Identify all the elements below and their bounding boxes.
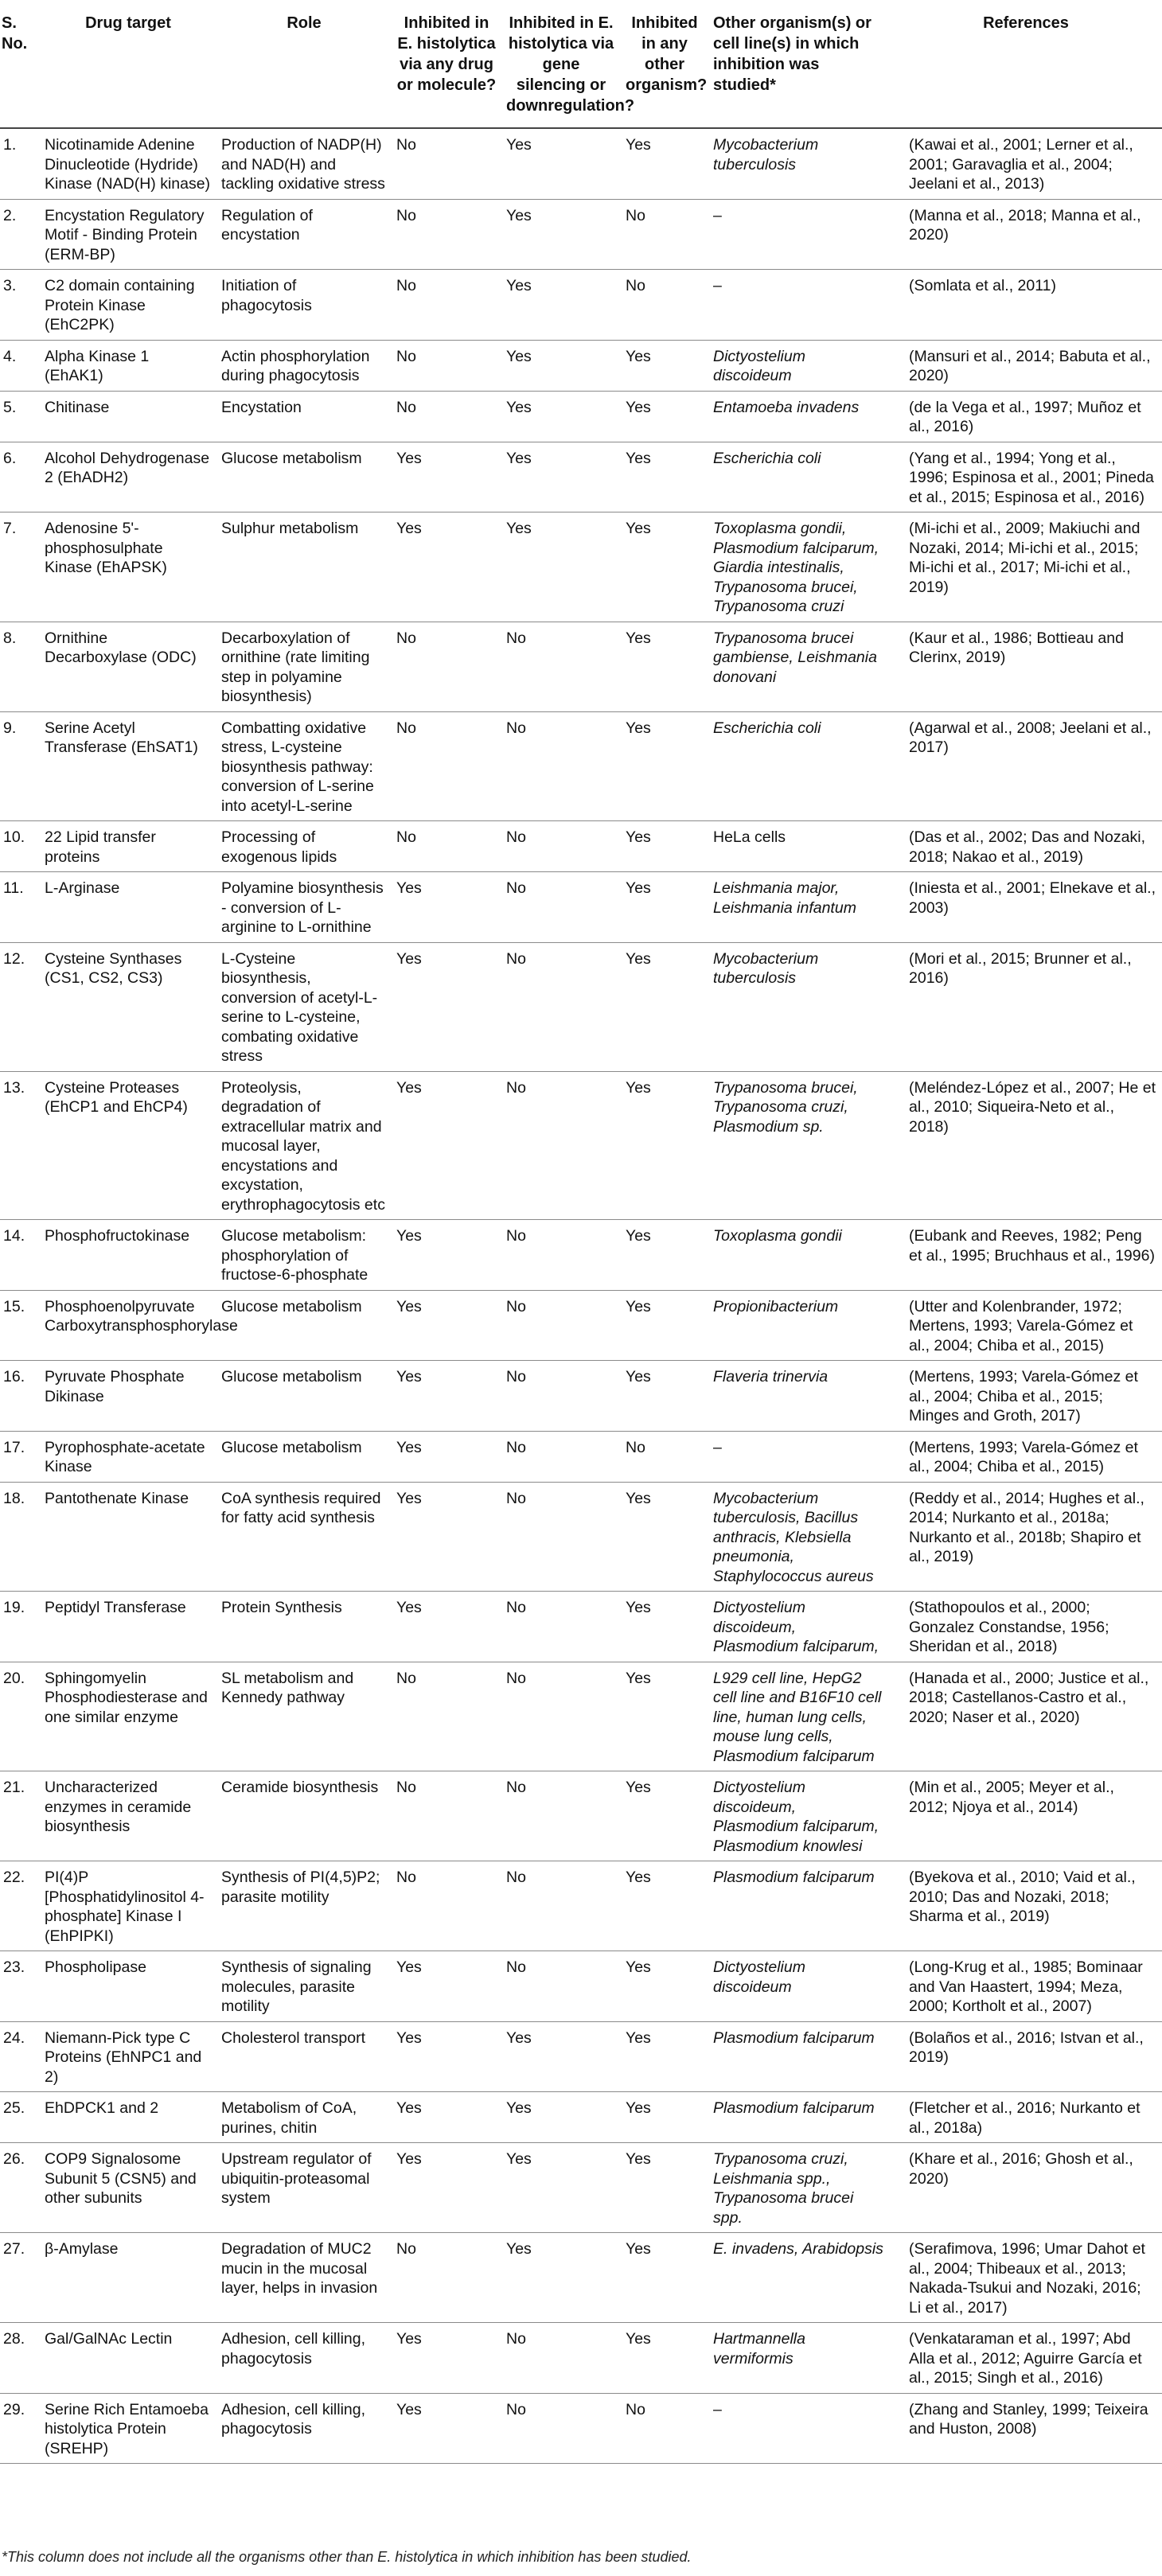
references-cell: (Kawai et al., 2001; Lerner et al., 2001; Garavaglia et al., 2004; Jeelani et al., 2013) — [890, 128, 1162, 199]
row-number-cell: 25. — [0, 2092, 40, 2143]
role-cell: Production of NADP(H) and NAD(H) and tackling oxidative stress — [216, 128, 392, 199]
other-organisms-cell: Mycobacterium tuberculosis, Bacillus anthracis, Klebsiella pneumonia, Staphylococcus aureus — [708, 1482, 890, 1592]
drug-target-cell: Uncharacterized enzymes in ceramide biosynthesis — [40, 1771, 216, 1861]
inhibited-drug-cell: No — [392, 128, 501, 199]
drug-target-cell: Cysteine Synthases (CS1, CS2, CS3) — [40, 942, 216, 1071]
inhibited-gene-cell: Yes — [501, 2143, 621, 2233]
row-number-cell: 9. — [0, 711, 40, 821]
inhibited-drug-cell: Yes — [392, 442, 501, 512]
row-number-cell: 23. — [0, 1951, 40, 2022]
role-cell: Decarboxylation of ornithine (rate limiting step in polyamine biosynthesis) — [216, 622, 392, 711]
other-organisms-cell: Flaveria trinervia — [708, 1361, 890, 1432]
row-number-cell: 27. — [0, 2233, 40, 2323]
inhibited-other-cell: No — [621, 199, 708, 270]
other-organisms-cell: – — [708, 1431, 890, 1482]
inhibited-gene-cell: No — [501, 1290, 621, 1361]
table-row — [0, 2233, 1162, 2323]
other-organisms-cell: HeLa cells — [708, 821, 890, 872]
drug-target-cell: Alcohol Dehydrogenase 2 (EhADH2) — [40, 442, 216, 512]
table-footnote: *This column does not include all the organisms other than E. histolytica in which inhibition has been studied. — [2, 2549, 692, 2565]
inhibited-gene-cell: Yes — [501, 199, 621, 270]
inhibited-drug-cell: Yes — [392, 942, 501, 1071]
table-row — [0, 1662, 1162, 1771]
inhibited-drug-cell: No — [392, 821, 501, 872]
col-inhibited-gene-header: Inhibited in E. histolytica via gene silencing or downregulation? — [501, 5, 621, 128]
inhibited-drug-cell: Yes — [392, 872, 501, 943]
inhibited-gene-cell: No — [501, 2393, 621, 2464]
row-number-cell: 6. — [0, 442, 40, 512]
references-cell: (Manna et al., 2018; Manna et al., 2020) — [890, 199, 1162, 270]
role-cell: L-Cysteine biosynthesis, conversion of acetyl-L-serine to L-cysteine, combating oxidative stress — [216, 942, 392, 1071]
col-drug-target-header: Drug target — [40, 5, 216, 128]
inhibited-gene-cell: No — [501, 1482, 621, 1592]
role-cell: Glucose metabolism: phosphorylation of fructose-6-phosphate — [216, 1220, 392, 1291]
drug-target-cell: Peptidyl Transferase — [40, 1592, 216, 1662]
table-row — [0, 1771, 1162, 1861]
table-row — [0, 2143, 1162, 2233]
inhibited-drug-cell: Yes — [392, 512, 501, 622]
inhibited-gene-cell: Yes — [501, 512, 621, 622]
inhibited-drug-cell: Yes — [392, 2393, 501, 2464]
inhibited-gene-cell: Yes — [501, 270, 621, 341]
other-organisms-cell: – — [708, 199, 890, 270]
row-number-cell: 16. — [0, 1361, 40, 1432]
role-cell: Proteolysis, degradation of extracellular matrix and mucosal layer, encystations and excystation, erythrophagocytosis etc — [216, 1071, 392, 1220]
table-row — [0, 872, 1162, 943]
row-number-cell: 29. — [0, 2393, 40, 2464]
other-organisms-cell: E. invadens, Arabidopsis — [708, 2233, 890, 2323]
inhibited-gene-cell: No — [501, 1071, 621, 1220]
other-organisms-cell: Trypanosoma cruzi, Leishmania spp., Trypanosoma brucei spp. — [708, 2143, 890, 2233]
other-organisms-cell: Dictyostelium discoideum, Plasmodium falciparum, — [708, 1592, 890, 1662]
row-number-cell: 8. — [0, 622, 40, 711]
inhibited-other-cell: Yes — [621, 1290, 708, 1361]
references-cell: (Bolaños et al., 2016; Istvan et al., 2019) — [890, 2021, 1162, 2092]
references-cell: (Min et al., 2005; Meyer et al., 2012; Njoya et al., 2014) — [890, 1771, 1162, 1861]
references-cell: (Somlata et al., 2011) — [890, 270, 1162, 341]
inhibited-gene-cell: No — [501, 1592, 621, 1662]
inhibited-gene-cell: No — [501, 1861, 621, 1951]
table-row — [0, 821, 1162, 872]
references-cell: (Kaur et al., 1986; Bottieau and Clerinx, 2019) — [890, 622, 1162, 711]
inhibited-gene-cell: No — [501, 1951, 621, 2022]
other-organisms-cell: Dictyostelium discoideum — [708, 340, 890, 391]
inhibited-drug-cell: Yes — [392, 2323, 501, 2394]
table-row — [0, 442, 1162, 512]
inhibited-gene-cell: No — [501, 1771, 621, 1861]
inhibited-drug-cell: Yes — [392, 1482, 501, 1592]
inhibited-other-cell: Yes — [621, 622, 708, 711]
inhibited-drug-cell: Yes — [392, 1220, 501, 1291]
inhibited-other-cell: Yes — [621, 391, 708, 442]
inhibited-gene-cell: Yes — [501, 128, 621, 199]
table-row — [0, 1361, 1162, 1432]
role-cell: Encystation — [216, 391, 392, 442]
other-organisms-cell: L929 cell line, HepG2 cell line and B16F10 cell line, human lung cells, mouse lung cells, Plasmodium falciparum — [708, 1662, 890, 1771]
references-cell: (Khare et al., 2016; Ghosh et al., 2020) — [890, 2143, 1162, 2233]
inhibited-other-cell: No — [621, 270, 708, 341]
inhibited-other-cell: Yes — [621, 1361, 708, 1432]
references-cell: (Mertens, 1993; Varela-Gómez et al., 2004; Chiba et al., 2015; Minges and Groth, 2017) — [890, 1361, 1162, 1432]
drug-target-cell: L-Arginase — [40, 872, 216, 943]
inhibited-drug-cell: No — [392, 340, 501, 391]
other-organisms-cell: Plasmodium falciparum — [708, 1861, 890, 1951]
row-number-cell: 5. — [0, 391, 40, 442]
other-organisms-cell: Toxoplasma gondii — [708, 1220, 890, 1291]
drug-target-cell: PI(4)P [Phosphatidylinositol 4-phosphate] Kinase I (EhPIPKI) — [40, 1861, 216, 1951]
drug-target-cell: Gal/GalNAc Lectin — [40, 2323, 216, 2394]
other-organisms-cell: Mycobacterium tuberculosis — [708, 942, 890, 1071]
inhibited-gene-cell: Yes — [501, 2092, 621, 2143]
table-row — [0, 1431, 1162, 1482]
references-cell: (Mertens, 1993; Varela-Gómez et al., 2004; Chiba et al., 2015) — [890, 1431, 1162, 1482]
table-row — [0, 1290, 1162, 1361]
other-organisms-cell: Mycobacterium tuberculosis — [708, 128, 890, 199]
col-role-header: Role — [216, 5, 392, 128]
row-number-cell: 10. — [0, 821, 40, 872]
row-number-cell: 20. — [0, 1662, 40, 1771]
inhibited-other-cell: Yes — [621, 1771, 708, 1861]
inhibited-gene-cell: Yes — [501, 442, 621, 512]
other-organisms-cell: Dictyostelium discoideum, Plasmodium falciparum, Plasmodium knowlesi — [708, 1771, 890, 1861]
role-cell: Regulation of encystation — [216, 199, 392, 270]
drug-target-cell: Pyruvate Phosphate Dikinase — [40, 1361, 216, 1432]
role-cell: Sulphur metabolism — [216, 512, 392, 622]
inhibited-other-cell: Yes — [621, 442, 708, 512]
row-number-cell: 14. — [0, 1220, 40, 1291]
references-cell: (Reddy et al., 2014; Hughes et al., 2014; Nurkanto et al., 2018a; Nurkanto et al., 2018b; Shapiro et al., 2019) — [890, 1482, 1162, 1592]
table-header-row — [0, 5, 1162, 128]
drug-target-table — [0, 5, 1162, 2464]
inhibited-other-cell: Yes — [621, 1861, 708, 1951]
table-row — [0, 128, 1162, 199]
inhibited-other-cell: Yes — [621, 1220, 708, 1291]
inhibited-other-cell: Yes — [621, 711, 708, 821]
inhibited-drug-cell: No — [392, 1662, 501, 1771]
references-cell: (Venkataraman et al., 1997; Abd Alla et al., 2012; Aguirre García et al., 2015; Singh et al., 2016) — [890, 2323, 1162, 2394]
role-cell: Upstream regulator of ubiquitin-proteasomal system — [216, 2143, 392, 2233]
table-row — [0, 711, 1162, 821]
other-organisms-cell: Entamoeba invadens — [708, 391, 890, 442]
inhibited-other-cell: No — [621, 2393, 708, 2464]
table-row — [0, 622, 1162, 711]
references-cell: (Zhang and Stanley, 1999; Teixeira and Huston, 2008) — [890, 2393, 1162, 2464]
inhibited-drug-cell: Yes — [392, 1071, 501, 1220]
drug-target-cell: Cysteine Proteases (EhCP1 and EhCP4) — [40, 1071, 216, 1220]
row-number-cell: 15. — [0, 1290, 40, 1361]
inhibited-gene-cell: No — [501, 821, 621, 872]
role-cell: Polyamine biosynthesis - conversion of L-arginine to L-ornithine — [216, 872, 392, 943]
references-cell: (Utter and Kolenbrander, 1972; Mertens, 1993; Varela-Gómez et al., 2004; Chiba et al., 2015) — [890, 1290, 1162, 1361]
table-row — [0, 1861, 1162, 1951]
table-row — [0, 2021, 1162, 2092]
inhibited-gene-cell: Yes — [501, 2233, 621, 2323]
inhibited-gene-cell: No — [501, 1662, 621, 1771]
inhibited-drug-cell: No — [392, 1771, 501, 1861]
inhibited-drug-cell: Yes — [392, 2092, 501, 2143]
role-cell: CoA synthesis required for fatty acid synthesis — [216, 1482, 392, 1592]
inhibited-other-cell: Yes — [621, 2021, 708, 2092]
drug-target-cell: Phosphofructokinase — [40, 1220, 216, 1291]
references-cell: (Das et al., 2002; Das and Nozaki, 2018; Nakao et al., 2019) — [890, 821, 1162, 872]
other-organisms-cell: Toxoplasma gondii, Plasmodium falciparum, Giardia intestinalis, Trypanosoma brucei, Trypanosoma cruzi — [708, 512, 890, 622]
role-cell: Adhesion, cell killing, phagocytosis — [216, 2393, 392, 2464]
other-organisms-cell: Hartmannella vermiformis — [708, 2323, 890, 2394]
table-row — [0, 2393, 1162, 2464]
role-cell: Protein Synthesis — [216, 1592, 392, 1662]
row-number-cell: 3. — [0, 270, 40, 341]
role-cell: Synthesis of PI(4,5)P2; parasite motility — [216, 1861, 392, 1951]
references-cell: (Mansuri et al., 2014; Babuta et al., 2020) — [890, 340, 1162, 391]
drug-target-cell: Ornithine Decarboxylase (ODC) — [40, 622, 216, 711]
inhibited-gene-cell: No — [501, 2323, 621, 2394]
references-cell: (Stathopoulos et al., 2000; Gonzalez Constandse, 1956; Sheridan et al., 2018) — [890, 1592, 1162, 1662]
drug-target-cell: Pyrophosphate-acetate Kinase — [40, 1431, 216, 1482]
drug-target-cell: Sphingomyelin Phosphodiesterase and one similar enzyme — [40, 1662, 216, 1771]
drug-target-cell: COP9 Signalosome Subunit 5 (CSN5) and other subunits — [40, 2143, 216, 2233]
inhibited-other-cell: Yes — [621, 872, 708, 943]
inhibited-other-cell: Yes — [621, 1592, 708, 1662]
inhibited-drug-cell: Yes — [392, 1361, 501, 1432]
role-cell: Glucose metabolism — [216, 1361, 392, 1432]
drug-target-cell: Niemann-Pick type C Proteins (EhNPC1 and 2) — [40, 2021, 216, 2092]
inhibited-other-cell: Yes — [621, 1071, 708, 1220]
role-cell: Cholesterol transport — [216, 2021, 392, 2092]
row-number-cell: 26. — [0, 2143, 40, 2233]
row-number-cell: 2. — [0, 199, 40, 270]
references-cell: (Meléndez-López et al., 2007; He et al., 2010; Siqueira-Neto et al., 2018) — [890, 1071, 1162, 1220]
table-row — [0, 942, 1162, 1071]
other-organisms-cell: Trypanosoma brucei, Trypanosoma cruzi, Plasmodium sp. — [708, 1071, 890, 1220]
references-cell: (Eubank and Reeves, 1982; Peng et al., 1995; Bruchhaus et al., 1996) — [890, 1220, 1162, 1291]
inhibited-drug-cell: No — [392, 1861, 501, 1951]
drug-target-cell: Pantothenate Kinase — [40, 1482, 216, 1592]
references-cell: (Fletcher et al., 2016; Nurkanto et al., 2018a) — [890, 2092, 1162, 2143]
table-row — [0, 1071, 1162, 1220]
inhibited-drug-cell: No — [392, 2233, 501, 2323]
other-organisms-cell: Escherichia coli — [708, 442, 890, 512]
table-row — [0, 512, 1162, 622]
table-row — [0, 270, 1162, 341]
inhibited-gene-cell: No — [501, 872, 621, 943]
role-cell: Actin phosphorylation during phagocytosis — [216, 340, 392, 391]
references-cell: (Mi-ichi et al., 2009; Makiuchi and Nozaki, 2014; Mi-ichi et al., 2015; Mi-ichi et al., 2017; Mi-ichi et al., 2019) — [890, 512, 1162, 622]
inhibited-gene-cell: No — [501, 622, 621, 711]
drug-target-cell: Encystation Regulatory Motif - Binding Protein (ERM-BP) — [40, 199, 216, 270]
references-cell: (Hanada et al., 2000; Justice et al., 2018; Castellanos-Castro et al., 2020; Naser et al., 2020) — [890, 1662, 1162, 1771]
inhibited-gene-cell: No — [501, 1220, 621, 1291]
other-organisms-cell: Escherichia coli — [708, 711, 890, 821]
drug-target-cell: EhDPCK1 and 2 — [40, 2092, 216, 2143]
inhibited-other-cell: Yes — [621, 942, 708, 1071]
col-other-organisms-header: Other organism(s) or cell line(s) in which inhibition was studied* — [708, 5, 890, 128]
table-row — [0, 1482, 1162, 1592]
inhibited-other-cell: No — [621, 1431, 708, 1482]
row-number-cell: 18. — [0, 1482, 40, 1592]
inhibited-other-cell: Yes — [621, 1951, 708, 2022]
table-row — [0, 1220, 1162, 1291]
drug-target-cell: Serine Acetyl Transferase (EhSAT1) — [40, 711, 216, 821]
table-row — [0, 2323, 1162, 2394]
role-cell: Synthesis of signaling molecules, parasite motility — [216, 1951, 392, 2022]
role-cell: Ceramide biosynthesis — [216, 1771, 392, 1861]
row-number-cell: 13. — [0, 1071, 40, 1220]
role-cell: Degradation of MUC2 mucin in the mucosal layer, helps in invasion — [216, 2233, 392, 2323]
row-number-cell: 22. — [0, 1861, 40, 1951]
inhibited-drug-cell: Yes — [392, 2021, 501, 2092]
other-organisms-cell: Plasmodium falciparum — [708, 2092, 890, 2143]
inhibited-other-cell: Yes — [621, 1482, 708, 1592]
inhibited-drug-cell: Yes — [392, 1431, 501, 1482]
inhibited-other-cell: Yes — [621, 2233, 708, 2323]
row-number-cell: 4. — [0, 340, 40, 391]
inhibited-other-cell: Yes — [621, 340, 708, 391]
other-organisms-cell: Dictyostelium discoideum — [708, 1951, 890, 2022]
drug-target-cell: 22 Lipid transfer proteins — [40, 821, 216, 872]
inhibited-other-cell: Yes — [621, 128, 708, 199]
row-number-cell: 11. — [0, 872, 40, 943]
role-cell: Combatting oxidative stress, L-cysteine biosynthesis pathway: conversion of L-serine into acetyl-L-serine — [216, 711, 392, 821]
role-cell: Metabolism of CoA, purines, chitin — [216, 2092, 392, 2143]
drug-target-cell: Nicotinamide Adenine Dinucleotide (Hydride) Kinase (NAD(H) kinase) — [40, 128, 216, 199]
other-organisms-cell: – — [708, 2393, 890, 2464]
row-number-cell: 1. — [0, 128, 40, 199]
other-organisms-cell: – — [708, 270, 890, 341]
row-number-cell: 12. — [0, 942, 40, 1071]
table-row — [0, 340, 1162, 391]
inhibited-gene-cell: No — [501, 1431, 621, 1482]
references-cell: (Serafimova, 1996; Umar Dahot et al., 2004; Thibeaux et al., 2013; Nakada-Tsukui and Nozaki, 2016; Li et al., 2017) — [890, 2233, 1162, 2323]
inhibited-drug-cell: No — [392, 622, 501, 711]
inhibited-other-cell: Yes — [621, 2323, 708, 2394]
inhibited-drug-cell: Yes — [392, 1951, 501, 2022]
drug-target-cell: Phospholipase — [40, 1951, 216, 2022]
inhibited-gene-cell: No — [501, 711, 621, 821]
inhibited-drug-cell: No — [392, 199, 501, 270]
inhibited-drug-cell: No — [392, 270, 501, 341]
inhibited-drug-cell: No — [392, 391, 501, 442]
row-number-cell: 19. — [0, 1592, 40, 1662]
col-s-no-header: S. No. — [0, 5, 40, 128]
row-number-cell: 24. — [0, 2021, 40, 2092]
table-row — [0, 1592, 1162, 1662]
references-cell: (Byekova et al., 2010; Vaid et al., 2010; Das and Nozaki, 2018; Sharma et al., 2019) — [890, 1861, 1162, 1951]
role-cell: Adhesion, cell killing, phagocytosis — [216, 2323, 392, 2394]
references-cell: (Iniesta et al., 2001; Elnekave et al., 2003) — [890, 872, 1162, 943]
inhibited-other-cell: Yes — [621, 821, 708, 872]
references-cell: (Yang et al., 1994; Yong et al., 1996; Espinosa et al., 2001; Pineda et al., 2015; Espinosa et al., 2016) — [890, 442, 1162, 512]
table-row — [0, 1951, 1162, 2022]
col-inhibited-drug-header: Inhibited in E. histolytica via any drug or molecule? — [392, 5, 501, 128]
role-cell: Glucose metabolism — [216, 1431, 392, 1482]
inhibited-gene-cell: Yes — [501, 2021, 621, 2092]
row-number-cell: 17. — [0, 1431, 40, 1482]
drug-target-cell: Phosphoenolpyruvate Carboxytransphosphorylase — [40, 1290, 216, 1361]
row-number-cell: 28. — [0, 2323, 40, 2394]
drug-target-cell: β-Amylase — [40, 2233, 216, 2323]
inhibited-other-cell: Yes — [621, 2092, 708, 2143]
drug-target-cell: Chitinase — [40, 391, 216, 442]
inhibited-drug-cell: No — [392, 711, 501, 821]
inhibited-gene-cell: Yes — [501, 391, 621, 442]
drug-target-cell: Adenosine 5'-phosphosulphate Kinase (EhAPSK) — [40, 512, 216, 622]
other-organisms-cell: Trypanosoma brucei gambiense, Leishmania donovani — [708, 622, 890, 711]
row-number-cell: 7. — [0, 512, 40, 622]
drug-target-cell: Serine Rich Entamoeba histolytica Protein (SREHP) — [40, 2393, 216, 2464]
references-cell: (de la Vega et al., 1997; Muñoz et al., 2016) — [890, 391, 1162, 442]
role-cell: Glucose metabolism — [216, 442, 392, 512]
inhibited-other-cell: Yes — [621, 2143, 708, 2233]
table-row — [0, 199, 1162, 270]
row-number-cell: 21. — [0, 1771, 40, 1861]
references-cell: (Mori et al., 2015; Brunner et al., 2016) — [890, 942, 1162, 1071]
inhibited-other-cell: Yes — [621, 512, 708, 622]
inhibited-gene-cell: No — [501, 942, 621, 1071]
inhibited-other-cell: Yes — [621, 1662, 708, 1771]
table-row — [0, 2092, 1162, 2143]
col-inhibited-other-header: Inhibited in any other organism? — [621, 5, 708, 128]
role-cell: Processing of exogenous lipids — [216, 821, 392, 872]
drug-target-cell: C2 domain containing Protein Kinase (EhC2PK) — [40, 270, 216, 341]
references-cell: (Long-Krug et al., 1985; Bominaar and Van Haastert, 1994; Meza, 2000; Kortholt et al., 2007) — [890, 1951, 1162, 2022]
inhibited-gene-cell: No — [501, 1361, 621, 1432]
inhibited-gene-cell: Yes — [501, 340, 621, 391]
other-organisms-cell: Propionibacterium — [708, 1290, 890, 1361]
col-references-header: References — [890, 5, 1162, 128]
other-organisms-cell: Leishmania major, Leishmania infantum — [708, 872, 890, 943]
inhibited-drug-cell: Yes — [392, 1290, 501, 1361]
references-cell: (Agarwal et al., 2008; Jeelani et al., 2017) — [890, 711, 1162, 821]
drug-target-cell: Alpha Kinase 1 (EhAK1) — [40, 340, 216, 391]
other-organisms-cell: Plasmodium falciparum — [708, 2021, 890, 2092]
role-cell: SL metabolism and Kennedy pathway — [216, 1662, 392, 1771]
inhibited-drug-cell: Yes — [392, 2143, 501, 2233]
inhibited-drug-cell: Yes — [392, 1592, 501, 1662]
role-cell: Initiation of phagocytosis — [216, 270, 392, 341]
role-cell: Glucose metabolism — [216, 1290, 392, 1361]
table-row — [0, 391, 1162, 442]
